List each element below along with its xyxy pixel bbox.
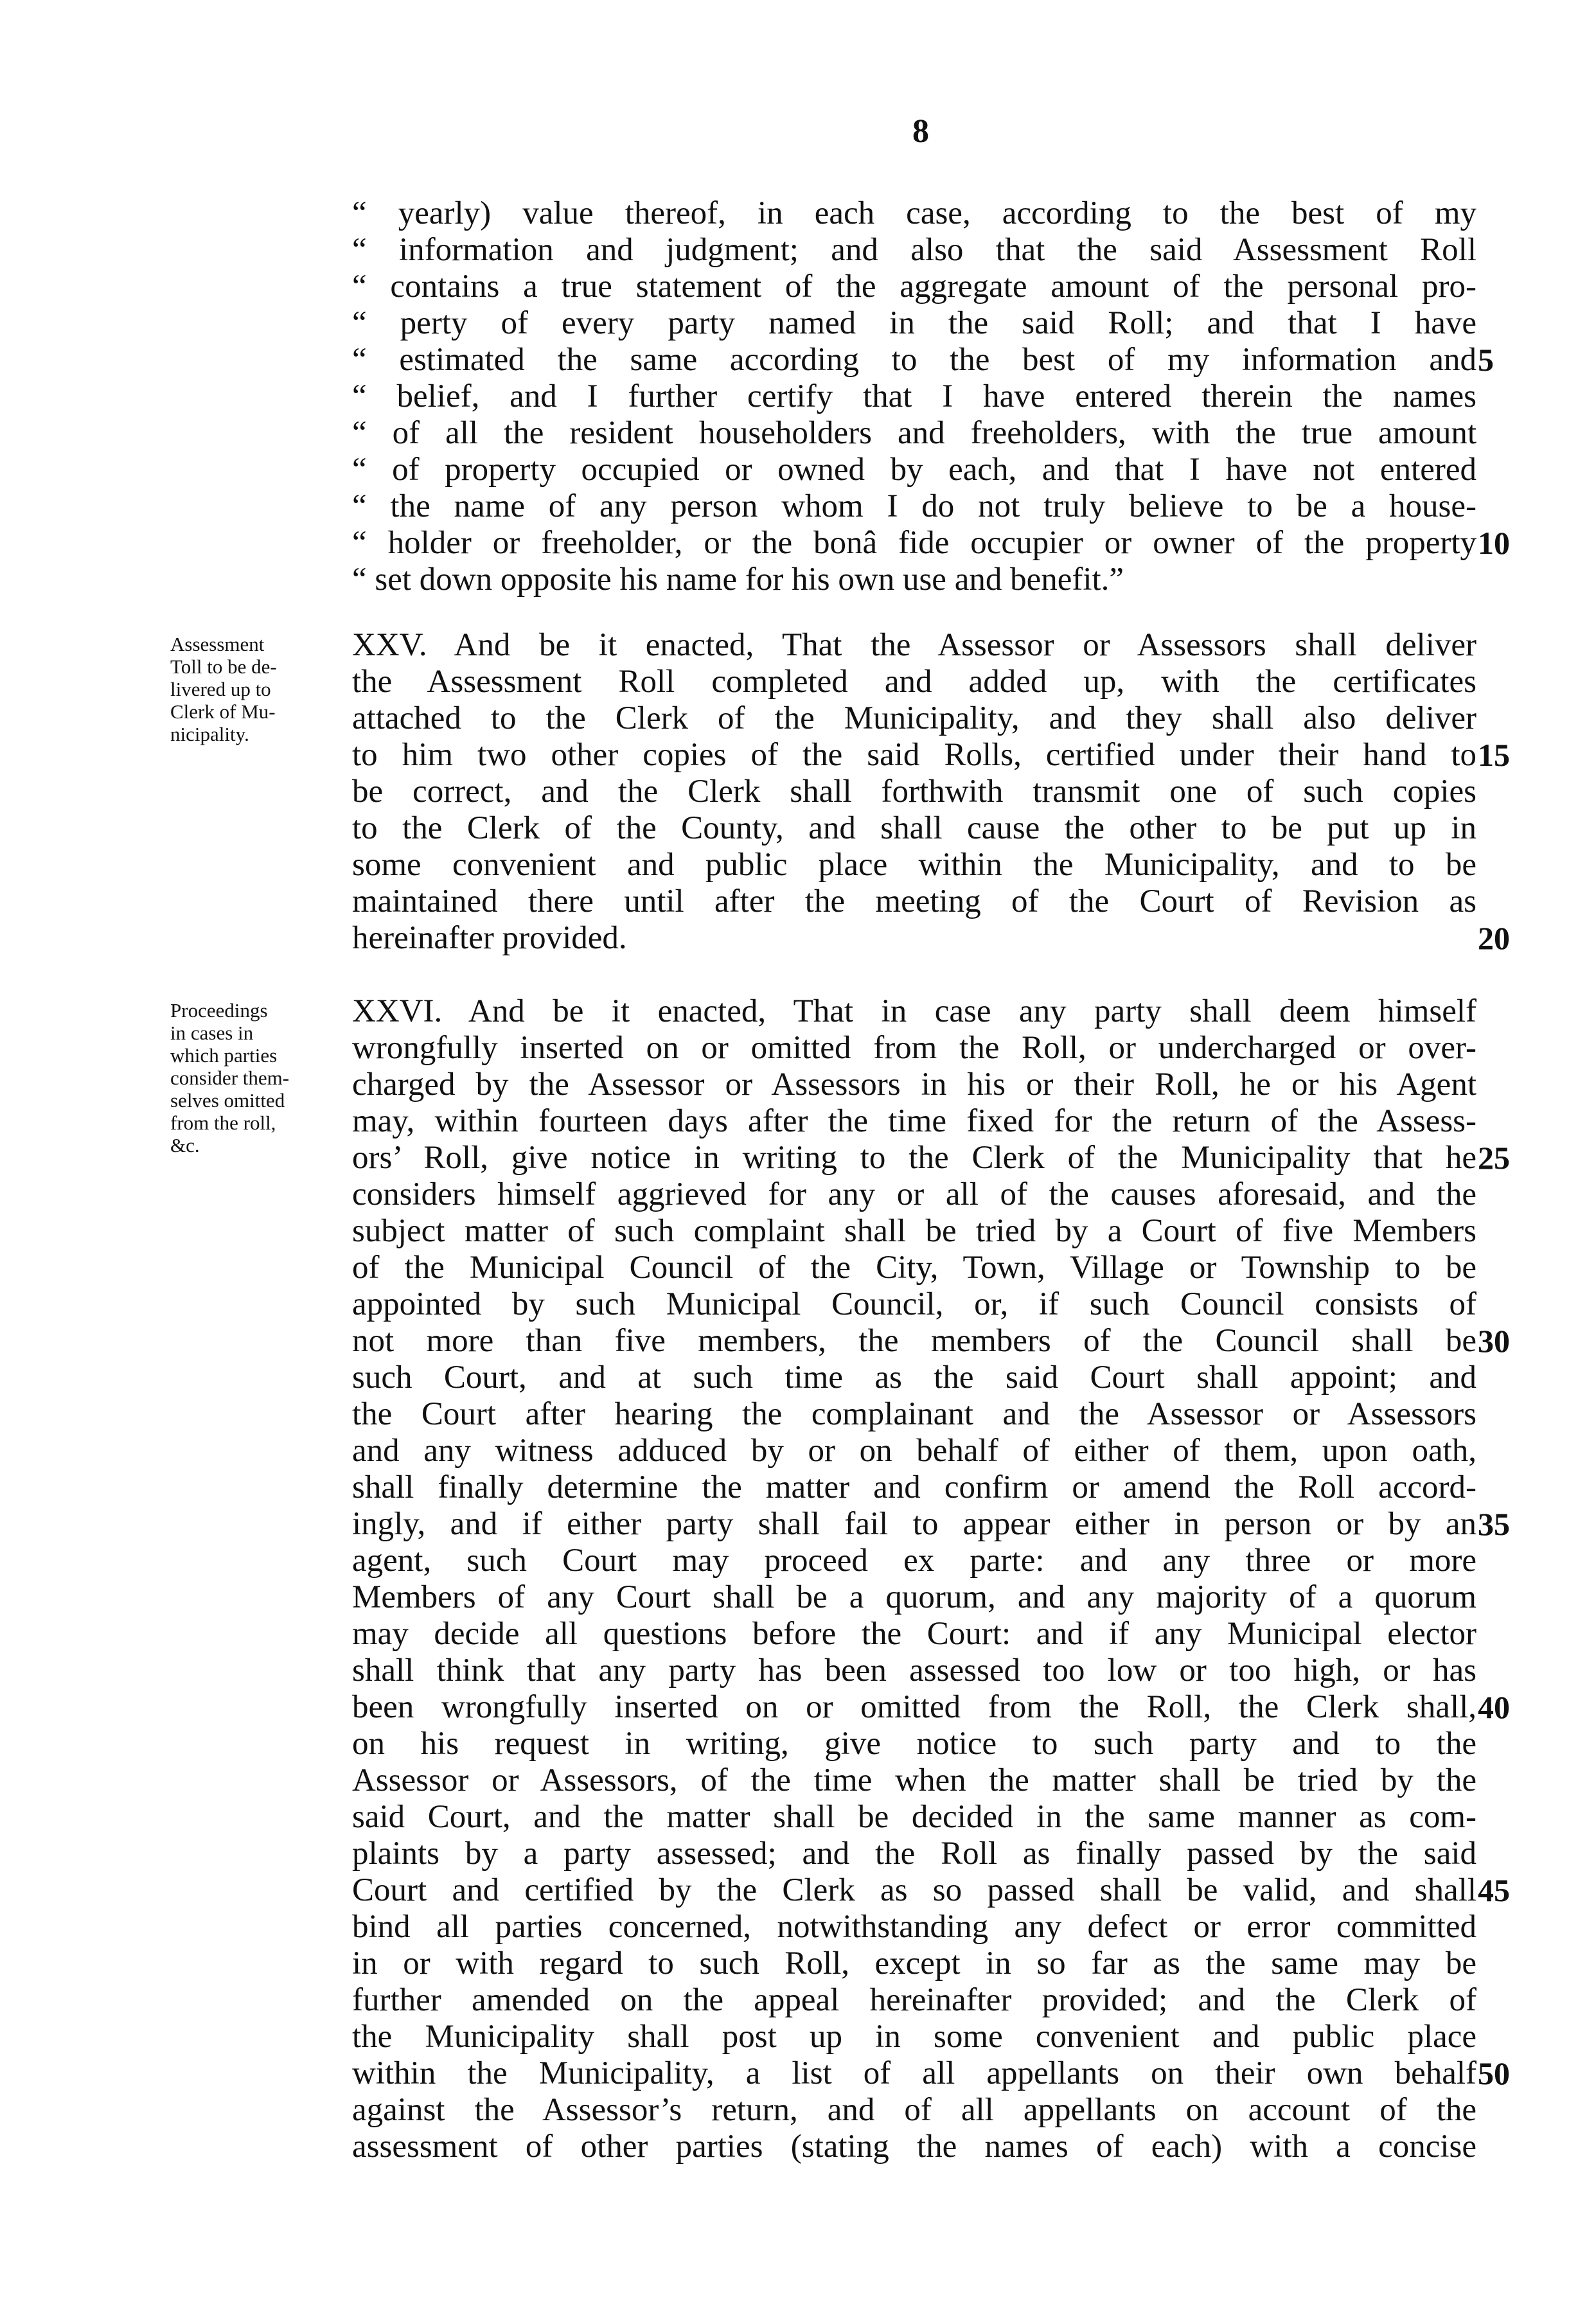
line-number: 30 bbox=[1478, 1323, 1510, 1359]
text-line: hereinafter provided. bbox=[352, 920, 627, 956]
side-note-line: Clerk of Mu- bbox=[170, 700, 276, 723]
line-number: 45 bbox=[1478, 1872, 1510, 1908]
text-line: “ estimated the same according to the best of my information and bbox=[352, 342, 1476, 378]
text-line: be correct, and the Clerk shall forthwith transmit one of such copies bbox=[352, 774, 1476, 810]
text-line: maintained there until after the meeting of the Court of Revision as bbox=[352, 883, 1476, 919]
text-line: assessment of other parties (stating the names of each) with a concise bbox=[352, 2129, 1476, 2165]
text-line: “ of property occupied or owned by each, and that I have not entered bbox=[352, 452, 1476, 488]
text-line: “ contains a true statement of the aggregate amount of the personal pro- bbox=[352, 269, 1476, 305]
text-line: XXVI. And be it enacted, That in case any party shall deem himself bbox=[352, 993, 1476, 1029]
text-line: against the Assessor’s return, and of all appellants on account of the bbox=[352, 2092, 1476, 2128]
text-line: further amended on the appeal hereinafter provided; and the Clerk of bbox=[352, 1982, 1476, 2018]
text-line: ingly, and if either party shall fail to appear either in person or by an bbox=[352, 1506, 1476, 1542]
text-line: subject matter of such complaint shall be tried by a Court of five Members bbox=[352, 1213, 1476, 1249]
text-line: to the Clerk of the County, and shall cause the other to be put up in bbox=[352, 810, 1476, 846]
line-number: 25 bbox=[1478, 1140, 1510, 1176]
text-line: “ the name of any person whom I do not truly believe to be a house- bbox=[352, 488, 1476, 524]
text-line: in or with regard to such Roll, except in so far as the same may be bbox=[352, 1945, 1476, 1981]
text-line: Assessor or Assessors, of the time when the matter shall be tried by the bbox=[352, 1762, 1476, 1798]
side-note-line: which parties bbox=[170, 1044, 278, 1067]
side-note-line: nicipality. bbox=[170, 723, 249, 745]
text-line: “ yearly) value thereof, in each case, according to the best of my bbox=[352, 195, 1476, 231]
text-line: and any witness adduced by or on behalf of either of them, upon oath, bbox=[352, 1433, 1476, 1469]
text-line: of the Municipal Council of the City, Town, Village or Township to be bbox=[352, 1250, 1476, 1286]
text-line: “ of all the resident householders and freeholders, with the true amount bbox=[352, 415, 1476, 451]
text-line: plaints by a party assessed; and the Roll as finally passed by the said bbox=[352, 1836, 1476, 1872]
text-line: Court and certified by the Clerk as so passed shall be valid, and shall bbox=[352, 1872, 1476, 1908]
text-line: ors’ Roll, give notice in writing to the Clerk of the Municipality that he bbox=[352, 1140, 1476, 1176]
text-line: may, within fourteen days after the time fixed for the return of the Assess- bbox=[352, 1103, 1476, 1139]
page-number: 8 bbox=[912, 113, 929, 150]
line-number: 10 bbox=[1478, 525, 1510, 561]
side-note-line: in cases in bbox=[170, 1022, 254, 1044]
text-line: “ perty of every party named in the said Roll; and that I have bbox=[352, 305, 1476, 341]
text-line: Members of any Court shall be a quorum, and any majority of a quorum bbox=[352, 1579, 1476, 1615]
text-line: on his request in writing, give notice to such party and to the bbox=[352, 1726, 1476, 1762]
text-line: considers himself aggrieved for any or all of the causes aforesaid, and the bbox=[352, 1176, 1476, 1212]
text-line: the Municipality shall post up in some convenient and public place bbox=[352, 2019, 1476, 2055]
text-line: may decide all questions before the Court: and if any Municipal elector bbox=[352, 1616, 1476, 1652]
line-number: 35 bbox=[1478, 1506, 1510, 1542]
text-line: XXV. And be it enacted, That the Assessor or Assessors shall deliver bbox=[352, 627, 1476, 663]
text-line: shall think that any party has been assessed too low or too high, or has bbox=[352, 1653, 1476, 1688]
line-number: 20 bbox=[1478, 920, 1510, 956]
text-line: within the Municipality, a list of all appellants on their own behalf bbox=[352, 2055, 1476, 2091]
text-line: the Assessment Roll completed and added up, with the certificates bbox=[352, 664, 1476, 700]
text-line: shall finally determine the matter and confirm or amend the Roll accord- bbox=[352, 1469, 1476, 1505]
side-note-line: consider them- bbox=[170, 1067, 290, 1089]
side-note-line: Toll to be de- bbox=[170, 655, 277, 678]
text-line: attached to the Clerk of the Municipality, and they shall also deliver bbox=[352, 700, 1476, 736]
text-line: appointed by such Municipal Council, or, if such Council consists of bbox=[352, 1286, 1476, 1322]
text-line: wrongfully inserted on or omitted from the Roll, or undercharged or over- bbox=[352, 1030, 1476, 1066]
side-note-line: livered up to bbox=[170, 678, 271, 700]
line-number: 40 bbox=[1478, 1689, 1510, 1725]
text-line: “ set down opposite his name for his own use and benefit.” bbox=[352, 562, 1124, 598]
side-note-line: &c. bbox=[170, 1134, 200, 1156]
text-line: “ holder or freeholder, or the bonâ fide occupier or owner of the property bbox=[352, 525, 1476, 561]
text-line: charged by the Assessor or Assessors in his or their Roll, he or his Agent bbox=[352, 1067, 1476, 1103]
text-line: not more than five members, the members of the Council shall be bbox=[352, 1323, 1476, 1359]
text-line: such Court, and at such time as the said Court shall appoint; and bbox=[352, 1360, 1476, 1396]
side-note-line: from the roll, bbox=[170, 1112, 276, 1134]
text-line: some convenient and public place within the Municipality, and to be bbox=[352, 847, 1476, 883]
text-line: agent, such Court may proceed ex parte: and any three or more bbox=[352, 1543, 1476, 1579]
side-note-line: Assessment bbox=[170, 633, 265, 655]
side-note-line: Proceedings bbox=[170, 999, 268, 1022]
line-number: 15 bbox=[1478, 737, 1510, 773]
line-number: 50 bbox=[1478, 2055, 1510, 2091]
text-line: been wrongfully inserted on or omitted from the Roll, the Clerk shall, bbox=[352, 1689, 1476, 1725]
line-number: 5 bbox=[1478, 342, 1494, 378]
text-line: bind all parties concerned, notwithstanding any defect or error committed bbox=[352, 1909, 1476, 1945]
side-note-line: selves omitted bbox=[170, 1089, 285, 1112]
text-line: the Court after hearing the complainant and the Assessor or Assessors bbox=[352, 1396, 1476, 1432]
text-line: said Court, and the matter shall be decided in the same manner as com- bbox=[352, 1799, 1476, 1835]
text-line: to him two other copies of the said Rolls, certified under their hand to bbox=[352, 737, 1476, 773]
text-line: “ belief, and I further certify that I have entered therein the names bbox=[352, 378, 1476, 414]
text-line: “ information and judgment; and also that the said Assessment Roll bbox=[352, 232, 1476, 268]
